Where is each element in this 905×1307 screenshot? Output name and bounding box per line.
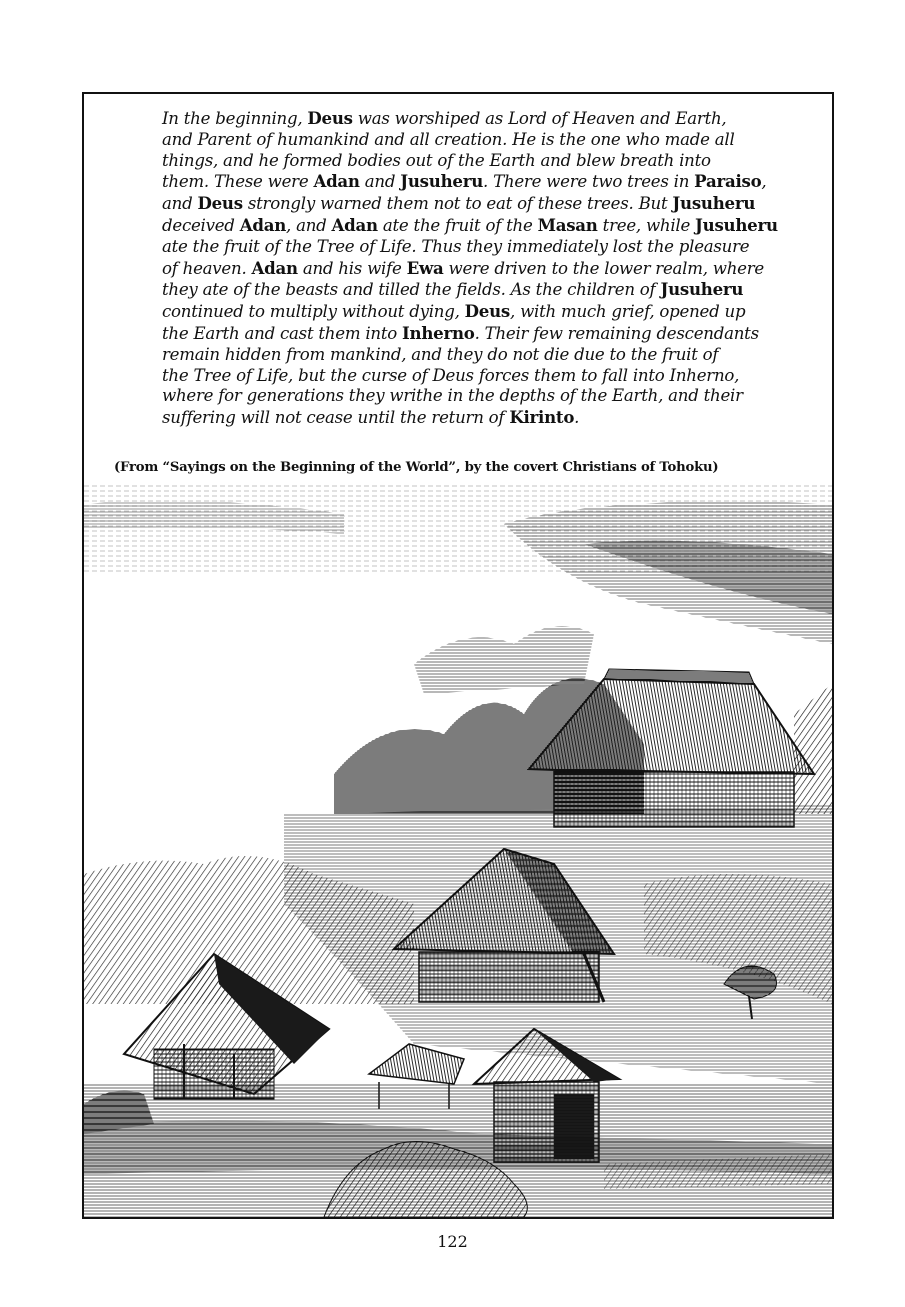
name-highlight: Adan — [251, 257, 298, 278]
passage-line: and Parent of humankind and all creation. He is the one who made all — [162, 129, 735, 149]
attribution-caption: (From “Sayings on the Beginning of the World”, by the covert Christians of Tohoku) — [114, 460, 719, 475]
name-highlight: Jusuheru — [660, 279, 744, 300]
scripture-passage — [162, 108, 792, 429]
name-highlight: Ewa — [406, 257, 444, 278]
passage-line: and Deus strongly warned them not to eat of these trees. But Jusuheru — [162, 193, 756, 214]
name-highlight: Paraiso — [694, 171, 762, 192]
page-number: 122 — [437, 1232, 468, 1251]
passage-line: them. These were Adan and Jusuheru. There were two trees in Paraiso, — [162, 171, 767, 192]
passage-line: things, and he formed bodies out of the Earth and blew breath into — [162, 150, 711, 170]
passage-line: deceived Adan, and Adan ate the fruit of the Masan tree, while Jusuheru — [162, 214, 778, 235]
name-highlight: Adan — [331, 214, 378, 235]
name-highlight: Jusuheru — [672, 193, 756, 214]
name-highlight: Adan — [313, 171, 360, 192]
passage-line: the Tree of Life, but the curse of Deus forces them to fall into Inherno, — [162, 365, 740, 385]
page-frame — [82, 92, 834, 1219]
passage-line: continued to multiply without dying, Deus, with much grief, opened up — [162, 301, 746, 322]
passage-line: In the beginning, Deus was worshiped as Lord of Heaven and Earth, — [162, 108, 727, 128]
passage-line: the Earth and cast them into Inherno. Their few remaining descendants — [162, 322, 759, 343]
name-highlight: Adan — [239, 214, 287, 235]
name-highlight: Deus — [464, 301, 511, 322]
passage-line: where for generations they writhe in the depths of the Earth, and their — [162, 386, 743, 406]
name-highlight: Inherno — [402, 322, 475, 343]
sky-cloud-hatching — [84, 484, 832, 644]
passage-line: remain hidden from mankind, and they do not die due to the fruit of — [162, 344, 719, 364]
name-highlight: Jusuheru — [695, 214, 778, 235]
name-highlight: Jusuheru — [400, 171, 484, 192]
name-highlight: Masan — [537, 214, 598, 235]
name-highlight: Kirinto — [509, 407, 575, 428]
village-landscape-illustration — [84, 484, 832, 1217]
passage-line: suffering will not cease until the return of Kirinto. — [162, 407, 580, 428]
passage-line: of heaven. Adan and his wife Ewa were driven to the lower realm, where — [162, 257, 764, 278]
name-highlight: Deus — [197, 193, 243, 214]
passage-line: they ate of the beasts and tilled the fields. As the children of Jusuheru — [162, 279, 744, 300]
passage-line: ate the fruit of the Tree of Life. Thus they immediately lost the pleasure — [162, 236, 750, 256]
name-highlight: Deus — [307, 108, 353, 128]
